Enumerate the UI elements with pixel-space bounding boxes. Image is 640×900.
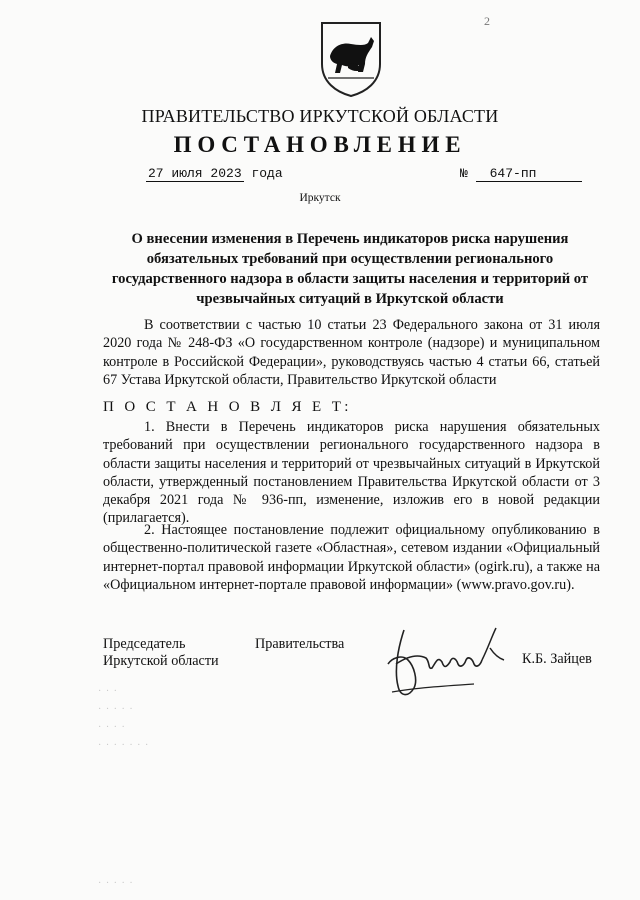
signatory-position-government: Правительства bbox=[255, 636, 345, 652]
document-city: Иркутск bbox=[299, 192, 341, 204]
document-number-line bbox=[460, 166, 582, 182]
document-date: 27 июля 2023 bbox=[148, 166, 242, 181]
document-number-label: № bbox=[460, 166, 468, 181]
bleed-through-mark: · · · · · bbox=[98, 878, 134, 889]
intro-paragraph: В соответствии с частью 10 статьи 23 Федерального закона от 31 июля 2020 года № 248-ФЗ «О государственном контроле (надзоре) и муниципальном контроле в Российской Федерации», руководствуясь частью 4 статьи 66, статьей 67 Устава Иркутской области, Правительство Иркутской области bbox=[103, 317, 600, 388]
document-date-suffix: года bbox=[251, 166, 283, 181]
bleed-through-mark: · · · · · · · bbox=[98, 740, 150, 751]
bleed-through-mark: · · · bbox=[98, 686, 118, 697]
document-number: 647-пп bbox=[476, 166, 582, 182]
handwritten-signature bbox=[374, 618, 514, 708]
signatory-name: К.Б. Зайцев bbox=[522, 651, 592, 667]
page-number: 2 bbox=[484, 14, 490, 28]
decree-word: П О С Т А Н О В Л Я Е Т: bbox=[103, 399, 352, 415]
signatory-position-line2: Иркутской области bbox=[103, 652, 219, 669]
item-2-paragraph: 2. Настоящее постановление подлежит официальному опубликованию в общественно-политической газете «Областная», сетевом издании «Официальный интернет-портал правовой информации Иркутской области» (ogirk.ru), а также на «Официальном интернет-портале правовой информации» (www.pravo.gov.ru). bbox=[103, 522, 600, 593]
item-1-paragraph: 1. Внести в Перечень индикаторов риска нарушения обязательных требований при осуществлении регионального государственного надзора в области защиты населения и территорий от чрезвычайных ситуаций в Иркутской области, утвержденный постановлением Правительства Иркутской области от 3 декабря 2021 года № 936-пп, изменение, изложив его в новой редакции (прилагается). bbox=[103, 419, 600, 527]
document-title: О внесении изменения в Перечень индикаторов риска нарушения обязательных требований при осуществлении регионального государственного надзора в области защиты населения и территорий от чрезвычайных ситуаций в Иркутской области bbox=[111, 231, 589, 307]
irkutsk-coat-of-arms-icon bbox=[318, 20, 384, 98]
government-name: ПРАВИТЕЛЬСТВО ИРКУТСКОЙ ОБЛАСТИ bbox=[141, 106, 499, 126]
signatory-position bbox=[103, 636, 219, 669]
document-type: ПОСТАНОВЛЕНИЕ bbox=[173, 132, 467, 157]
signatory-position-line1: Председатель bbox=[103, 636, 186, 652]
document-date-line bbox=[146, 166, 283, 181]
bleed-through-mark: · · · · · bbox=[98, 704, 134, 715]
bleed-through-mark: · · · · bbox=[98, 722, 126, 733]
